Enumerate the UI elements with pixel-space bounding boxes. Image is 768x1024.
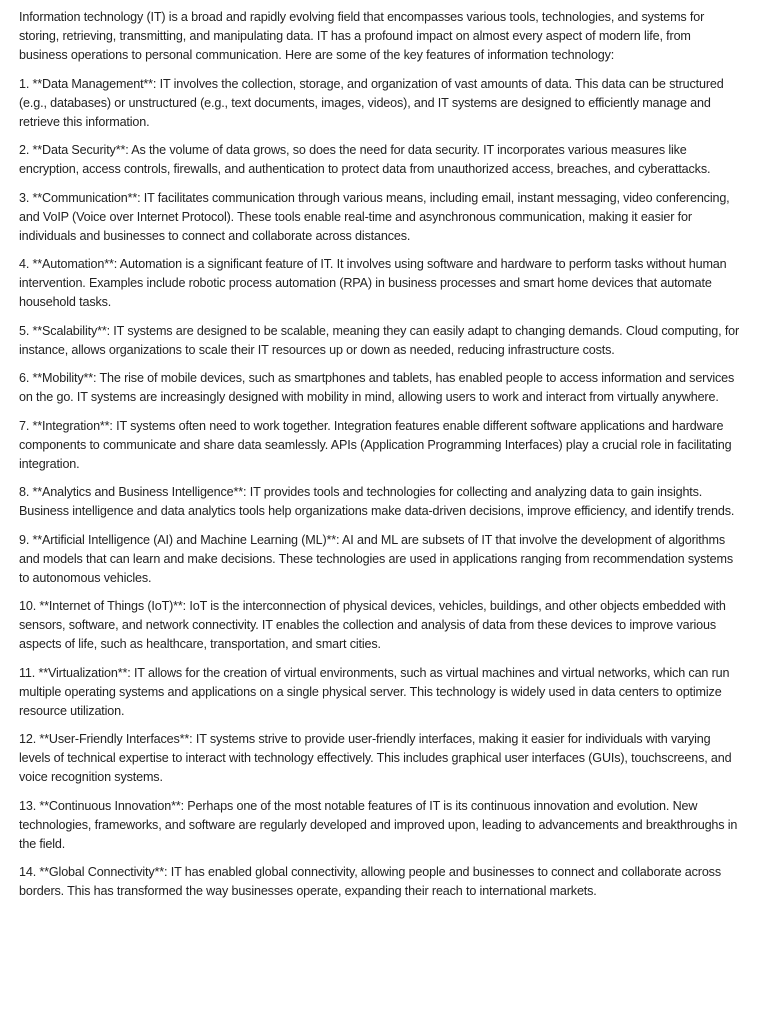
list-item: 6. **Mobility**: The rise of mobile devices, such as smartphones and tablets, has enabled people to access information and services on the go. IT systems are increasingly designed with mobility in mind, allowing users to work and interact from virtually anywhere. xyxy=(19,371,735,404)
list-item: 2. **Data Security**: As the volume of data grows, so does the need for data security. IT incorporates various measures like encryption, access controls, firewalls, and authentication to protect data from unauthorized access, breaches, and cyberattacks. xyxy=(19,143,711,176)
list-item: 5. **Scalability**: IT systems are designed to be scalable, meaning they can easily adapt to changing demands. Cloud computing, for instance, allows organizations to scale their IT resources up or down as needed, reducing infrastructure costs. xyxy=(19,323,740,357)
list-item: 3. **Communication**: IT facilitates communication through various means, including email, instant messaging, video conferencing, and VoIP (Voice over Internet Protocol). These tools enable real-time and asynchronous communication, making it easier for individuals and businesses to connect and collaborate across distances. xyxy=(19,190,730,243)
list-item: 8. **Analytics and Business Intelligence**: IT provides tools and technologies for collecting and analyzing data to gain insights. Business intelligence and data analytics tools help organizations make data-driven decisions, improve efficiency, and identify trends. xyxy=(19,485,735,518)
list-item: 9. **Artificial Intelligence (AI) and Machine Learning (ML)**: AI and ML are subsets of IT that involve the development of algorithms and models that can learn and make decisions. These technologies are used in applications ranging from recommendation systems to autonomous vehicles. xyxy=(19,532,733,585)
list-item: 4. **Automation**: Automation is a significant feature of IT. It involves using software and hardware to perform tasks without human intervention. Examples include robotic process automation (RPA) in business processes and smart home devices that automate household tasks. xyxy=(19,257,727,309)
list-item: 14. **Global Connectivity**: IT has enabled global connectivity, allowing people and businesses to connect and collaborate across borders. This has transformed the way businesses operate, expanding their reach to international markets. xyxy=(19,865,721,898)
list-item: 1. **Data Management**: IT involves the collection, storage, and organization of vast amounts of data. This data can be structured (e.g., databases) or unstructured (e.g., text documents, images, videos), and IT systems are designed to efficiently manage and retrieve this information. xyxy=(19,76,724,129)
list-item: 11. **Virtualization**: IT allows for the creation of virtual environments, such as virtual machines and virtual networks, which can run multiple operating systems and applications on a single physical server. This technology is widely used in data centers to optimize resource utilization. xyxy=(19,665,730,718)
list-item: 13. **Continuous Innovation**: Perhaps one of the most notable features of IT is its continuous innovation and evolution. New technologies, frameworks, and software are regularly developed and improved upon, leading to advancements and breakthroughs in the field. xyxy=(19,798,738,851)
list-item: 10. **Internet of Things (IoT)**: IoT is the interconnection of physical devices, vehicles, buildings, and other objects embedded with sensors, software, and network connectivity. IT enables the collection and analysis of data from these devices to improve various aspects of life, such as healthcare, transportation, and smart cities. xyxy=(19,599,726,651)
list-item: 7. **Integration**: IT systems often need to work together. Integration features enable different software applications and hardware components to communicate and share data seamlessly. APIs (Application Programming Interfaces) play a crucial role in facilitating integration. xyxy=(19,418,732,471)
list-item: 12. **User-Friendly Interfaces**: IT systems strive to provide user-friendly interfaces, making it easier for individuals with varying levels of technical expertise to interact with technology effectively. This includes graphical user interfaces (GUIs), touchscreens, and voice recognition systems. xyxy=(19,732,732,784)
intro-paragraph: Information technology (IT) is a broad and rapidly evolving field that encompasses various tools, technologies, and systems for storing, retrieving, transmitting, and manipulating data. IT has a profound impact on almost every aspect of modern life, from business operations to personal communication. Here are some of the key features of information technology: xyxy=(19,10,705,62)
